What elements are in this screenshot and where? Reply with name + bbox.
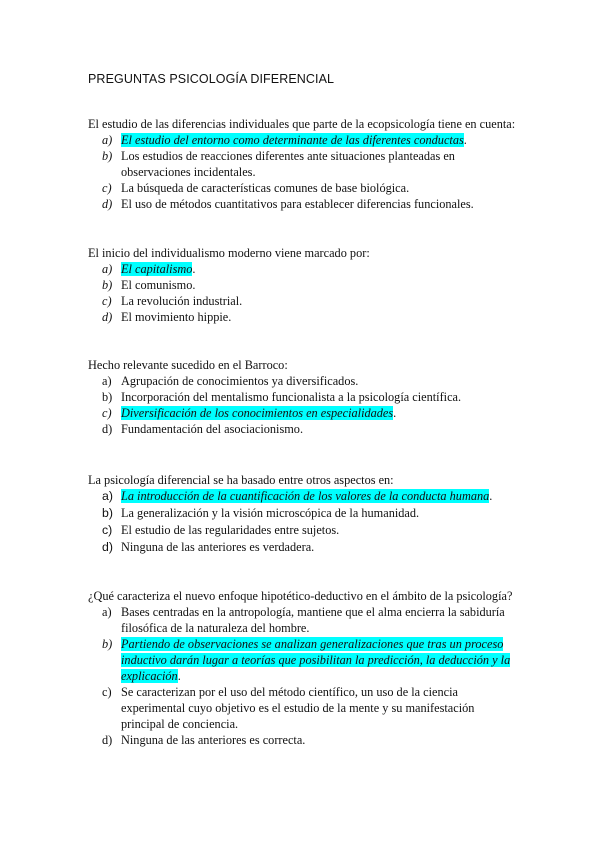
highlighted-answer: La introducción de la cuantificación de los valores de la conducta humana: [121, 489, 490, 503]
option-d: [88, 309, 518, 325]
option-suffix: .: [393, 406, 397, 420]
option-suffix: .: [192, 262, 196, 276]
option-suffix: .: [177, 669, 181, 683]
option-letter: a): [102, 262, 113, 276]
highlighted-answer: El capitalismo: [121, 262, 193, 276]
question-stem: El estudio de las diferencias individuales que parte de la ecopsicología tiene en cuenta:: [88, 117, 516, 131]
option-letter: a): [102, 133, 113, 147]
option-letter: d): [102, 310, 113, 324]
option-text: Los estudios de reacciones diferentes ante situaciones planteadas en observaciones incidentales.: [121, 149, 455, 179]
option-text: La generalización y la visión microscópica de la humanidad.: [121, 506, 420, 520]
option-a: [88, 604, 518, 636]
question-2: [88, 245, 518, 325]
option-b: [88, 505, 518, 522]
option-letter: d): [102, 733, 113, 747]
highlighted-answer: El estudio del entorno como determinante de las diferentes conductas: [121, 133, 464, 147]
option-d: [88, 196, 518, 212]
question-stem: La psicología diferencial se ha basado entre otros aspectos en:: [88, 473, 394, 487]
option-letter: b): [102, 506, 113, 520]
options-list: [88, 488, 518, 556]
option-text: Fundamentación del asociacionismo.: [121, 422, 304, 436]
option-letter: b): [102, 637, 113, 651]
option-a: [88, 132, 518, 148]
highlighted-answer: Partiendo de observaciones se analizan generalizaciones que tras un proceso inductivo darán lugar a teorías que posibilitan la predicción, la deducción y la explicación: [121, 637, 511, 683]
option-b: [88, 636, 518, 684]
options-list: [88, 604, 518, 748]
option-letter: a): [102, 605, 112, 619]
option-letter: c): [102, 181, 112, 195]
option-c: [88, 180, 518, 196]
option-a: [88, 373, 518, 389]
option-b: [88, 389, 518, 405]
option-text: Ninguna de las anteriores es verdadera.: [121, 540, 315, 554]
option-text: Agrupación de conocimientos ya diversificados.: [121, 374, 359, 388]
option-text: Incorporación del mentalismo funcionalista a la psicología científica.: [121, 390, 462, 404]
option-b: [88, 148, 518, 180]
option-text: Ninguna de las anteriores es correcta.: [121, 733, 306, 747]
option-letter: a): [102, 374, 112, 388]
option-a: [88, 261, 518, 277]
option-letter: d): [102, 422, 113, 436]
option-letter: c): [102, 406, 112, 420]
option-letter: c): [102, 294, 112, 308]
option-c: [88, 684, 518, 732]
highlighted-answer: Diversificación de los conocimientos en especialidades: [121, 406, 394, 420]
option-letter: c): [102, 685, 112, 699]
option-d: [88, 732, 518, 748]
option-text: El movimiento hippie.: [121, 310, 232, 324]
option-a: [88, 488, 518, 505]
option-text: El uso de métodos cuantitativos para establecer diferencias funcionales.: [121, 197, 474, 211]
option-text: La búsqueda de características comunes de base biológica.: [121, 181, 410, 195]
options-list: [88, 373, 518, 437]
options-list: [88, 132, 518, 212]
question-3: [88, 357, 518, 437]
question-stem: El inicio del individualismo moderno viene marcado por:: [88, 246, 370, 260]
page-title: PREGUNTAS PSICOLOGÍA DIFERENCIAL: [88, 72, 335, 86]
option-text: El estudio de las regularidades entre sujetos.: [121, 523, 340, 537]
option-c: [88, 522, 518, 539]
option-c: [88, 405, 518, 421]
option-suffix: .: [489, 489, 493, 503]
question-1: [88, 116, 518, 212]
option-letter: d): [102, 197, 113, 211]
option-letter: a): [102, 489, 113, 503]
option-text: Se caracterizan por el uso del método científico, un uso de la ciencia experimental cuyo objetivo es el estudio de la mente y su manifestación principal de conciencia.: [121, 685, 475, 731]
question-stem: Hecho relevante sucedido en el Barroco:: [88, 358, 288, 372]
option-c: [88, 293, 518, 309]
options-list: [88, 261, 518, 325]
question-5: [88, 588, 518, 748]
option-suffix: .: [463, 133, 467, 147]
option-letter: b): [102, 390, 113, 404]
option-d: [88, 421, 518, 437]
option-text: La revolución industrial.: [121, 294, 243, 308]
option-letter: b): [102, 149, 113, 163]
question-4: [88, 472, 518, 556]
question-stem: ¿Qué caracteriza el nuevo enfoque hipotético-deductivo en el ámbito de la psicología?: [88, 589, 513, 603]
option-text: El comunismo.: [121, 278, 196, 292]
option-text: Bases centradas en la antropología, mantiene que el alma encierra la sabiduría filosófica de la naturaleza del hombre.: [121, 605, 505, 635]
option-b: [88, 277, 518, 293]
option-d: [88, 539, 518, 556]
option-letter: c): [102, 523, 113, 537]
option-letter: d): [102, 540, 113, 554]
option-letter: b): [102, 278, 113, 292]
